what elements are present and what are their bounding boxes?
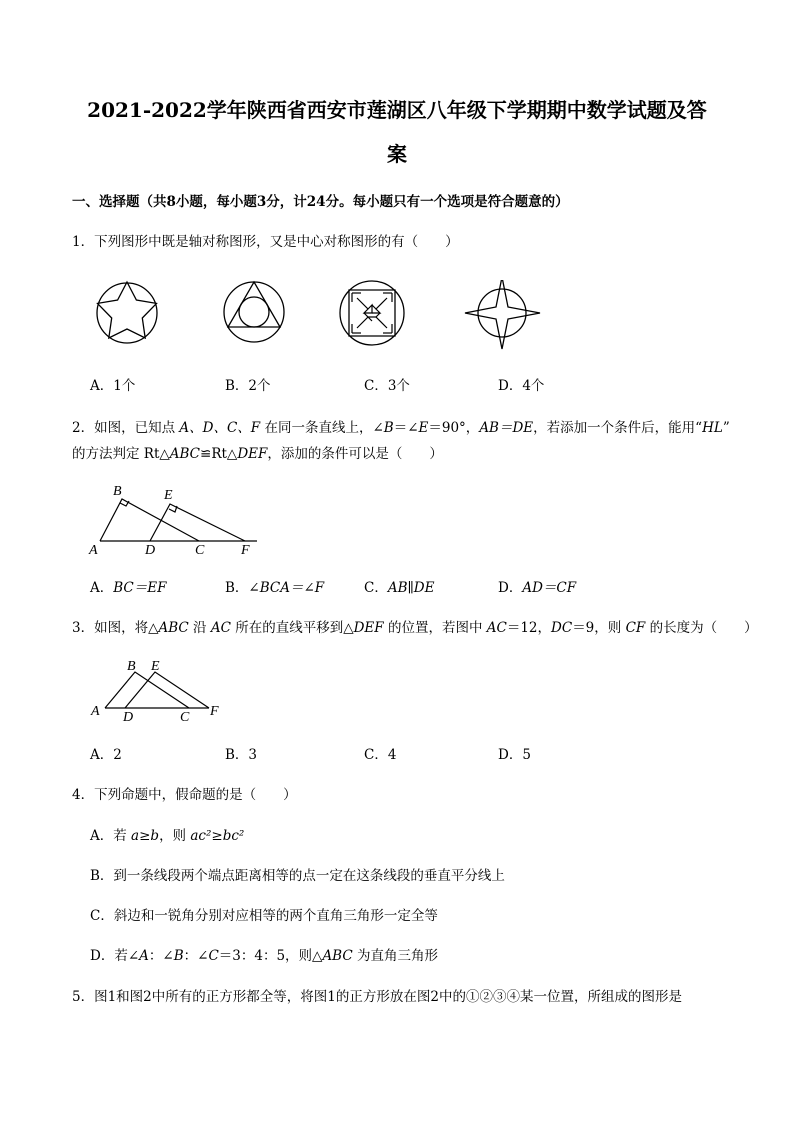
question-1-stem: 1．下列图形中既是轴对称图形，又是中心对称图形的有（ ） [72, 234, 459, 250]
q3-text: ＝12， [506, 620, 552, 636]
q2-text: ＝∠ [393, 420, 419, 436]
q4-text: D．若∠ [90, 948, 140, 964]
q4-text: ＝3：4：5，则△ [218, 948, 323, 964]
q2-triangle-abc [100, 499, 199, 541]
q3-dc: DC [551, 620, 573, 636]
option-prefix: C． [364, 580, 388, 596]
figure-four-point-star-in-circle [465, 280, 540, 349]
q3-text: 沿 [188, 620, 211, 636]
figure-triangle-in-circle [224, 282, 284, 342]
q4-option-d [90, 945, 438, 967]
question-2-stem-line2 [72, 443, 443, 465]
q4-angle-b: B [173, 948, 184, 964]
q3-ac: AC [486, 620, 507, 636]
q4-option-b: B．到一条线段两个端点距离相等的点一定在这条线段的垂直平分线上 [90, 868, 505, 884]
figure-square-arrows-in-circle [340, 281, 404, 345]
q3-text: 3．如图，将△ [72, 620, 159, 636]
q2-text: 2．如图，已知点 [72, 420, 180, 436]
q2-option-c [364, 577, 434, 599]
q4-angle-a: A [139, 948, 149, 964]
option-expr: AB∥DE [387, 580, 435, 596]
section-heading: 一、选择题（共8小题，每小题3分，计24分。每小题只有一个选项是符合题意的） [72, 194, 569, 210]
q4-text: A．若 [90, 828, 132, 844]
q1-option-a: A．1个 [90, 378, 136, 394]
option-expr: AD＝CF [522, 580, 577, 596]
q4-angle-c: C [208, 948, 219, 964]
q3-text: 的长度为（ ） [645, 620, 758, 636]
q3-text: ＝9，则 [572, 620, 626, 636]
q1-option-c: C．3个 [364, 378, 410, 394]
question-3-stem [72, 617, 758, 639]
q4-text: ，则 [159, 828, 191, 844]
question-2-stem-line1 [72, 417, 730, 439]
q3-option-c: C．4 [364, 747, 397, 763]
q3-option-d: D．5 [498, 747, 531, 763]
question-2-figure [85, 478, 265, 560]
q2-label-e: E [164, 488, 173, 503]
q2-text: ＝90°， [428, 420, 480, 436]
question-1-figures [80, 280, 560, 370]
q2-abc: ABC [169, 446, 201, 462]
option-prefix: A． [90, 580, 114, 596]
q2-label-b: B [113, 484, 122, 499]
q3-abc: ABC [158, 620, 189, 636]
q3-cf: CF [625, 620, 646, 636]
q2-text: ，添加的条件可以是（ ） [267, 446, 443, 462]
page-title-continued: 案 [387, 142, 407, 166]
q3-label-c: C [180, 710, 190, 725]
q2-label-a: A [89, 543, 98, 558]
q2-text: ，若添加一个条件后，能用“ [533, 420, 703, 436]
q3-ac: AC [210, 620, 231, 636]
q4-option-a [90, 825, 244, 847]
q3-triangle-def [125, 672, 209, 708]
q3-label-b: B [127, 659, 136, 674]
q1-option-d: D．4个 [498, 378, 545, 394]
q4-option-c: C．斜边和一锐角分别对应相等的两个直角三角形一定全等 [90, 908, 438, 924]
q4-abc: ABC [322, 948, 353, 964]
q2-def: DEF [237, 446, 268, 462]
q4-text: 为直角三角形 [352, 948, 438, 964]
q2-label-f: F [241, 543, 250, 558]
q3-option-b: B．3 [225, 747, 258, 763]
q3-label-a: A [91, 704, 100, 719]
q2-hl: HL [702, 420, 723, 436]
q2-option-a [90, 577, 166, 599]
q2-text: ≌Rt△ [200, 446, 238, 462]
q3-label-e: E [151, 659, 160, 674]
q4-condition: a≥b [131, 828, 160, 844]
q4-text: ：∠ [183, 948, 209, 964]
q3-text: 所在的直线平移到△ [230, 620, 354, 636]
q2-option-b [225, 577, 324, 599]
q3-text: 的位置，若图中 [383, 620, 487, 636]
q3-triangle-abc [105, 672, 189, 708]
q3-def: DEF [353, 620, 384, 636]
question-4-stem: 4．下列命题中，假命题的是（ ） [72, 787, 297, 803]
figure-star-in-circle [97, 282, 157, 343]
q3-option-a: A．2 [90, 747, 122, 763]
option-prefix: D． [498, 580, 523, 596]
option-expr: BCA＝∠F [259, 580, 325, 596]
option-prefix: B．∠ [225, 580, 260, 596]
q2-text: 在同一条直线上，∠ [260, 420, 384, 436]
question-3-figure [85, 652, 235, 728]
q2-option-d [498, 577, 576, 599]
q3-label-d: D [123, 710, 134, 725]
q2-angle-e: E [418, 420, 429, 436]
q2-label-c: C [195, 543, 205, 558]
q2-text: 的方法判定 Rt△ [72, 446, 170, 462]
q4-text: ：∠ [148, 948, 174, 964]
q3-label-f: F [210, 704, 219, 719]
page-title: 2021-2022学年陕西省西安市莲湖区八年级下学期期中数学试题及答 [87, 98, 707, 122]
question-5-stem: 5．图1和图2中所有的正方形都全等，将图1的正方形放在图2中的①②③④某一位置，所组成的图形是 [72, 989, 682, 1005]
q2-label-d: D [145, 543, 156, 558]
q2-points: A、D、C、F [179, 420, 261, 436]
option-expr: BC＝EF [113, 580, 167, 596]
q2-angle-b: B [383, 420, 394, 436]
q2-text: ” [722, 420, 730, 436]
q4-conclusion: ac²≥bc² [190, 828, 245, 844]
q2-ab-de: AB＝DE [479, 420, 534, 436]
q1-option-b: B．2个 [225, 378, 271, 394]
